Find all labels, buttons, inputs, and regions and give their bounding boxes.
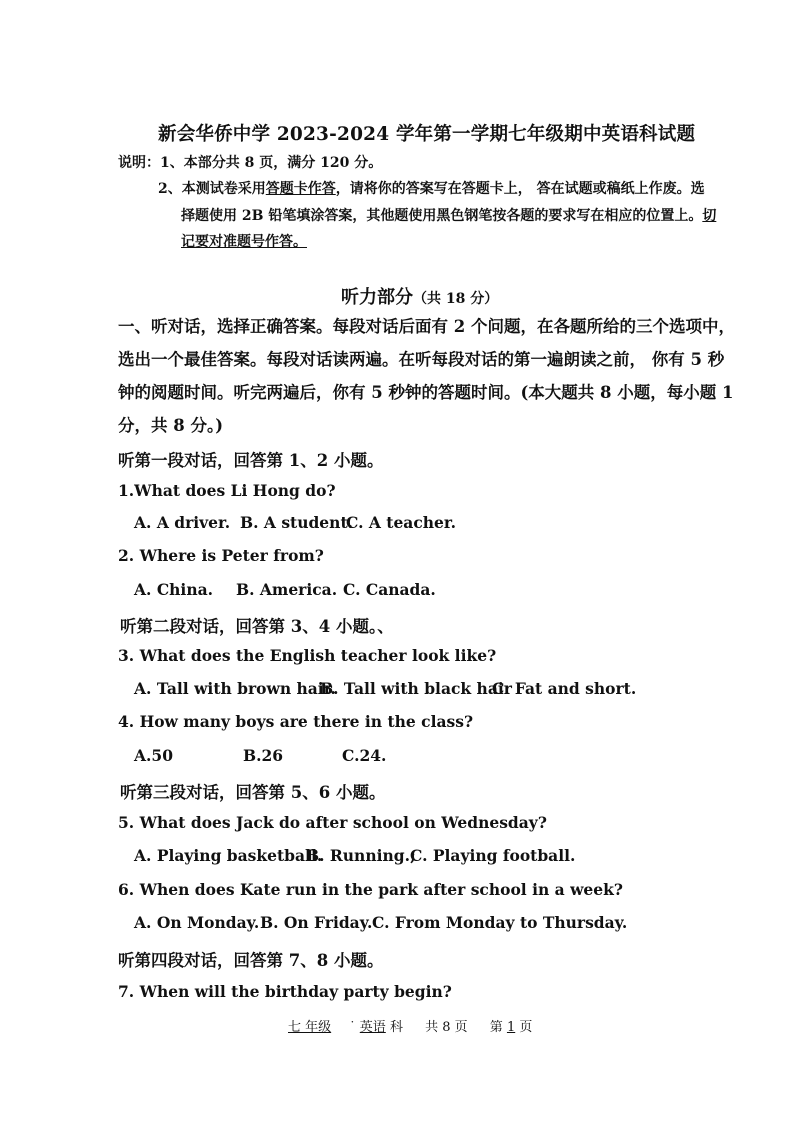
footer-subject-suffix: 科 xyxy=(389,1020,403,1035)
section-score: （共 18 分） xyxy=(413,291,499,307)
option-b: B. Running.; xyxy=(306,846,416,865)
option-a: A. Tall with brown hair. xyxy=(134,679,336,698)
option-c: C. Canada. xyxy=(343,580,436,599)
footer-subject: 英语 xyxy=(359,1020,386,1035)
instructions-line-3: 钟的阅题时间。听完两遍后，你有 5 秒钟的答题时间。(本大题共 8 小题，每小题 1 xyxy=(118,383,734,402)
option-c: C. A teacher. xyxy=(346,513,457,532)
instructions-line-4: 分，共 8 分。) xyxy=(118,416,224,435)
question-5: 5. What does Jack do after school on Wednesday? xyxy=(118,813,547,832)
exam-title: 新会华侨中学 2023-2024 学年第一学期七年级期中英语科试题 xyxy=(158,124,696,145)
footer-page-prefix: 第 xyxy=(489,1020,503,1035)
question-2-options xyxy=(134,580,436,599)
option-a: A.50 xyxy=(134,746,173,765)
option-b: B. A student. xyxy=(240,513,353,532)
option-b: B. On Friday. xyxy=(260,913,373,932)
question-2: 2. Where is Peter from? xyxy=(118,546,324,565)
notes-item-2-line2: 择题使用 2B 铅笔填涂答案，其他题使用黑色钢笔按各题的要求写在相应的位置上。 xyxy=(181,208,703,224)
option-b: B.26 xyxy=(243,746,284,765)
notes-line-1 xyxy=(118,152,382,172)
section-heading xyxy=(341,283,498,309)
option-c: C. Fat and short. xyxy=(492,679,637,698)
question-6: 6. When does Kate run in the park after school in a week? xyxy=(118,880,623,899)
question-1-options xyxy=(134,513,456,532)
option-a: A. On Monday. xyxy=(134,913,260,932)
option-a: A. Playing basketball. xyxy=(134,846,323,865)
question-5-options xyxy=(134,846,575,865)
notes-item-2-rest: ，请将你的答案写在答题卡上， 答在试题或稿纸上作废。选 xyxy=(335,181,705,197)
option-c: C. From Monday to Thursday. xyxy=(372,913,628,932)
notes-line-4: 记要对准题号作答。 xyxy=(181,234,307,250)
question-4: 4. How many boys are there in the class? xyxy=(118,712,474,731)
option-a: A. A driver. xyxy=(134,513,231,532)
notes-item-2-prefix: 2、本测试卷采用 xyxy=(158,181,266,197)
notes-line-2 xyxy=(158,178,705,198)
footer-total-pages: 共 8 页 xyxy=(425,1020,468,1035)
question-3: 3. What does the English teacher look like? xyxy=(118,646,497,665)
option-c: C.24. xyxy=(342,746,387,765)
notes-label: 说明： xyxy=(118,155,160,171)
page-footer xyxy=(288,1016,532,1035)
question-7: 7. When will the birthday party begin? xyxy=(118,982,452,1001)
footer-page-suffix: 页 xyxy=(519,1020,533,1035)
instructions-line-2: 选出一个最佳答案。每段对话读两遍。在听每段对话的第一遍朗读之前， 你有 5 秒 xyxy=(118,350,725,369)
dialogue-heading-2: 听第二段对话，回答第 3、4 小题。、 xyxy=(120,617,394,636)
option-b: B. Tall with black hair xyxy=(320,679,512,698)
option-b: B. America. xyxy=(236,580,338,599)
dialogue-heading-4: 听第四段对话，回答第 7、8 小题。 xyxy=(118,951,384,970)
footer-grade: 七 年级 xyxy=(288,1020,332,1035)
section-title: 听力部分 xyxy=(341,287,413,308)
dialogue-heading-3: 听第三段对话，回答第 5、6 小题。 xyxy=(120,783,386,802)
question-1: 1.What does Li Hong do? xyxy=(118,481,336,500)
footer-page-number: 1 xyxy=(506,1020,516,1035)
notes-item-2-underlined: 答题卡作答 xyxy=(265,181,336,197)
notes-item-1: 1、本部分共 8 页，满分 120 分。 xyxy=(160,155,383,171)
option-c: C. Playing football. xyxy=(410,846,576,865)
notes-item-2-line2-underlined: 切 xyxy=(702,208,717,224)
notes-line-3 xyxy=(181,205,716,225)
option-a: A. China. xyxy=(134,580,214,599)
dialogue-heading-1: 听第一段对话，回答第 1、2 小题。 xyxy=(118,451,384,470)
instructions-line-1: 一、听对话，选择正确答案。每段对话后面有 2 个问题，在各题所给的三个选项中， xyxy=(118,317,735,336)
question-6-options xyxy=(134,913,627,932)
question-3-options xyxy=(134,679,636,698)
footer-mark: ˙ xyxy=(349,1020,356,1035)
question-4-options xyxy=(134,746,386,765)
